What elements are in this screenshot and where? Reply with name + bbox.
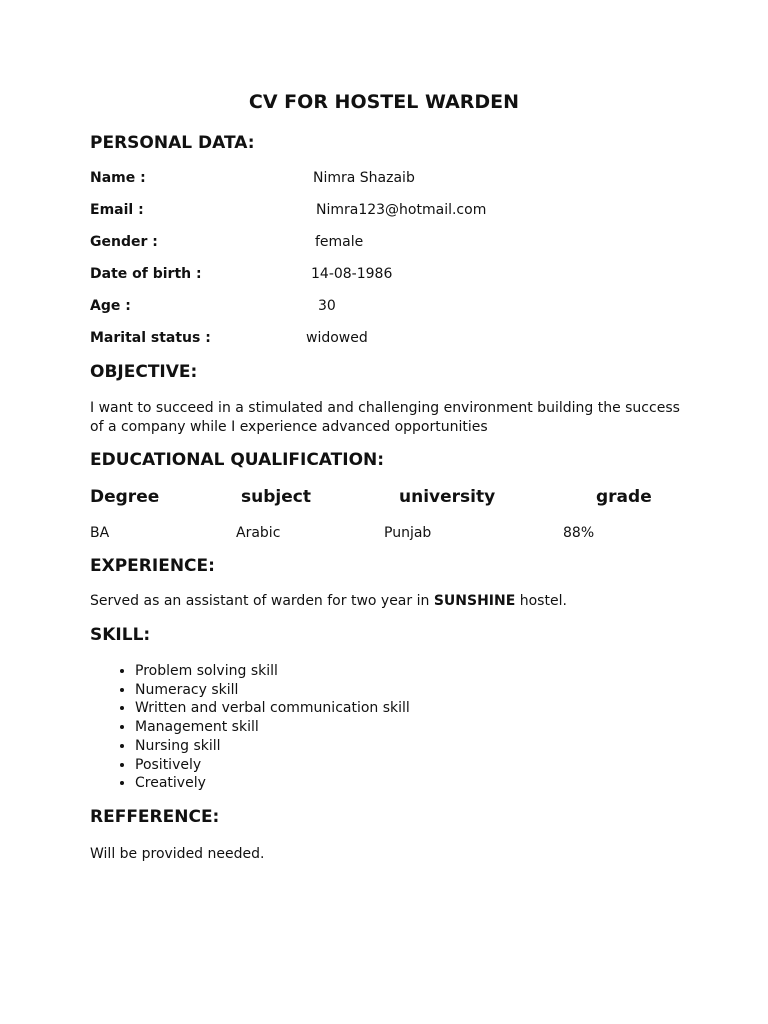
personal-data-heading: PERSONAL DATA: bbox=[90, 133, 255, 153]
email-value: Nimra123@hotmail.com bbox=[316, 202, 487, 218]
reference-text: Will be provided needed. bbox=[90, 846, 265, 862]
skill-item: • Creatively bbox=[135, 774, 410, 793]
objective-text: I want to succeed in a stimulated and challenging environment building the success of a company while I experience advanced opportunities bbox=[90, 400, 680, 435]
skill-list bbox=[90, 662, 410, 793]
subject-cell: Arabic bbox=[236, 525, 281, 541]
experience-heading: EXPERIENCE: bbox=[90, 556, 215, 576]
university-column-header: university bbox=[399, 487, 496, 507]
document-title: CV FOR HOSTEL WARDEN bbox=[248, 91, 520, 113]
subject-column-header: subject bbox=[241, 487, 311, 507]
age-label: Age : bbox=[90, 298, 131, 314]
marital-status-value: widowed bbox=[306, 330, 368, 346]
name-label: Name : bbox=[90, 170, 146, 186]
gender-value: female bbox=[315, 234, 364, 250]
skill-item: • Positively bbox=[135, 756, 410, 775]
skill-item: • Problem solving skill bbox=[135, 662, 410, 681]
dob-label: Date of birth : bbox=[90, 266, 202, 282]
reference-heading: REFFERENCE: bbox=[90, 807, 220, 827]
email-label: Email : bbox=[90, 202, 144, 218]
gender-label: Gender : bbox=[90, 234, 158, 250]
skill-heading: SKILL: bbox=[90, 625, 151, 645]
degree-column-header: Degree bbox=[90, 487, 160, 507]
objective-heading: OBJECTIVE: bbox=[90, 362, 198, 382]
grade-column-header: grade bbox=[596, 487, 652, 507]
university-cell: Punjab bbox=[384, 525, 432, 541]
experience-text-end: hostel. bbox=[515, 593, 567, 609]
skill-item: • Written and verbal communication skill bbox=[135, 699, 410, 718]
grade-cell: 88% bbox=[563, 525, 595, 541]
experience-hostel-name: SUNSHINE bbox=[433, 593, 516, 609]
dob-value: 14-08-1986 bbox=[311, 266, 393, 282]
experience-text bbox=[90, 593, 567, 609]
experience-text-start: Served as an assistant of warden for two year in bbox=[90, 593, 434, 609]
skill-item: • Management skill bbox=[135, 718, 410, 737]
degree-cell: BA bbox=[90, 525, 110, 541]
skill-item: • Numeracy skill bbox=[135, 681, 410, 700]
education-heading: EDUCATIONAL QUALIFICATION: bbox=[90, 450, 385, 470]
marital-status-label: Marital status : bbox=[90, 330, 211, 346]
age-value: 30 bbox=[318, 298, 336, 314]
skill-item: • Nursing skill bbox=[135, 737, 410, 756]
name-value: Nimra Shazaib bbox=[313, 170, 415, 186]
